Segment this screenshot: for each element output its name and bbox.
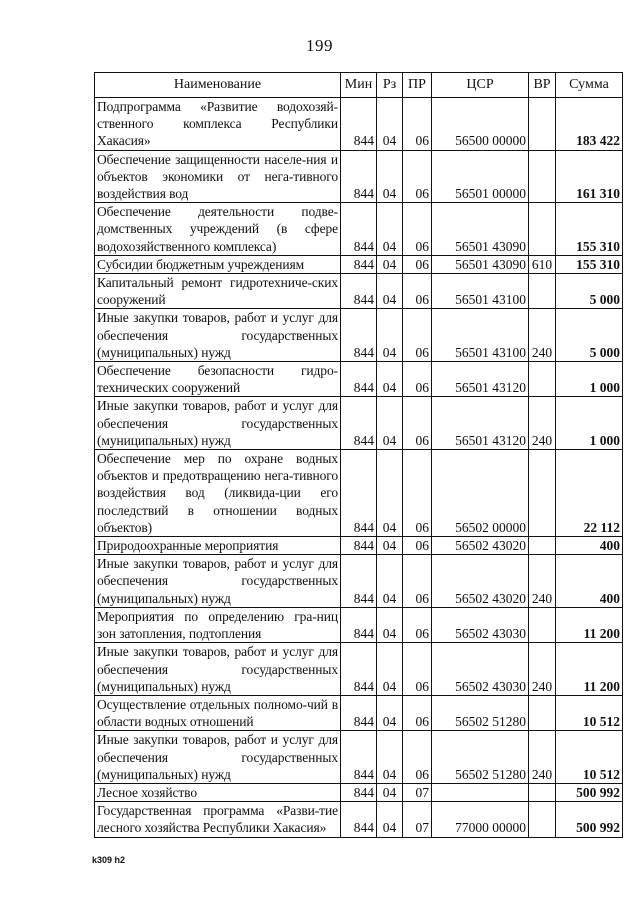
row-pr: 06	[403, 150, 432, 203]
row-pr: 06	[403, 643, 432, 696]
row-sum: 5 000	[556, 274, 623, 309]
row-name: Иные закупки товаров, работ и услуг для обеспечения государственных (муниципальных) нужд	[95, 731, 341, 784]
row-pr: 06	[403, 203, 432, 256]
row-vr	[529, 695, 556, 730]
row-pr: 06	[403, 555, 432, 608]
row-min: 844	[341, 309, 377, 362]
row-pr: 06	[403, 274, 432, 309]
table-row	[95, 362, 623, 397]
row-name: Лесное хозяйство	[95, 783, 341, 801]
table-row	[95, 537, 623, 555]
row-vr	[529, 450, 556, 537]
row-pr: 06	[403, 537, 432, 555]
row-rz: 04	[377, 203, 403, 256]
table-row	[95, 150, 623, 203]
row-name: Иные закупки товаров, работ и услуг для обеспечения государственных (муниципальных) нужд	[95, 555, 341, 608]
row-vr: 240	[529, 309, 556, 362]
row-vr	[529, 607, 556, 642]
row-csr: 56501 43120	[432, 362, 529, 397]
row-name: Государственная программа «Разви-тие лесного хозяйства Республики Хакасия»	[95, 802, 341, 837]
row-name: Природоохранные мероприятия	[95, 537, 341, 555]
row-csr	[432, 783, 529, 801]
header-pr: ПР	[403, 73, 432, 98]
row-min: 844	[341, 537, 377, 555]
budget-table	[94, 72, 623, 838]
row-name: Подпрограмма «Развитие водохозяй-ственного комплекса Республики Хакасия»	[95, 98, 341, 151]
header-min: Мин	[341, 73, 377, 98]
row-sum: 10 512	[556, 731, 623, 784]
row-name: Обеспечение защищенности населе-ния и объектов экономики от нега-тивного воздействия вод	[95, 150, 341, 203]
row-rz: 04	[377, 643, 403, 696]
row-name: Иные закупки товаров, работ и услуг для обеспечения государственных (муниципальных) нужд	[95, 309, 341, 362]
row-name: Осуществление отдельных полномо-чий в области водных отношений	[95, 695, 341, 730]
row-csr: 56501 43100	[432, 274, 529, 309]
row-min: 844	[341, 695, 377, 730]
row-min: 844	[341, 783, 377, 801]
table-row	[95, 309, 623, 362]
row-rz: 04	[377, 255, 403, 273]
row-pr: 06	[403, 607, 432, 642]
row-name: Обеспечение мер по охране водных объектов и предотвращению нега-тивного воздействия вод (ликвида-ции его последствий в отношении водных объектов)	[95, 450, 341, 537]
table-header-row	[95, 73, 623, 98]
table-row	[95, 274, 623, 309]
row-sum: 11 200	[556, 643, 623, 696]
header-sum: Сумма	[556, 73, 623, 98]
row-name: Обеспечение деятельности подве-домственных учреждений (в сфере водохозяйственного комплекса)	[95, 203, 341, 256]
row-vr	[529, 203, 556, 256]
row-min: 844	[341, 362, 377, 397]
row-rz: 04	[377, 607, 403, 642]
row-min: 844	[341, 274, 377, 309]
row-sum: 1 000	[556, 362, 623, 397]
row-vr	[529, 783, 556, 801]
row-csr: 56502 43020	[432, 555, 529, 608]
row-vr: 240	[529, 643, 556, 696]
table-row	[95, 255, 623, 273]
table-row	[95, 802, 623, 837]
row-pr: 06	[403, 695, 432, 730]
row-pr: 06	[403, 397, 432, 450]
row-min: 844	[341, 802, 377, 837]
row-pr: 06	[403, 98, 432, 151]
table-row	[95, 203, 623, 256]
header-vr: ВР	[529, 73, 556, 98]
row-sum: 500 992	[556, 783, 623, 801]
row-pr: 06	[403, 450, 432, 537]
row-rz: 04	[377, 537, 403, 555]
row-min: 844	[341, 450, 377, 537]
row-rz: 04	[377, 731, 403, 784]
row-vr: 240	[529, 731, 556, 784]
row-csr: 56501 43120	[432, 397, 529, 450]
row-rz: 04	[377, 555, 403, 608]
row-csr: 56502 00000	[432, 450, 529, 537]
table-row	[95, 555, 623, 608]
header-name: Наименование	[95, 73, 341, 98]
row-pr: 06	[403, 731, 432, 784]
row-sum: 161 310	[556, 150, 623, 203]
row-pr: 07	[403, 783, 432, 801]
row-name: Иные закупки товаров, работ и услуг для обеспечения государственных (муниципальных) нужд	[95, 643, 341, 696]
row-rz: 04	[377, 450, 403, 537]
row-pr: 06	[403, 309, 432, 362]
row-rz: 04	[377, 783, 403, 801]
row-min: 844	[341, 150, 377, 203]
table-row	[95, 643, 623, 696]
row-rz: 04	[377, 309, 403, 362]
row-rz: 04	[377, 98, 403, 151]
row-csr: 56502 43030	[432, 607, 529, 642]
row-rz: 04	[377, 397, 403, 450]
row-rz: 04	[377, 150, 403, 203]
row-vr: 610	[529, 255, 556, 273]
row-name: Обеспечение безопасности гидро-технических сооружений	[95, 362, 341, 397]
row-sum: 1 000	[556, 397, 623, 450]
header-rz: Рз	[377, 73, 403, 98]
row-min: 844	[341, 255, 377, 273]
row-sum: 400	[556, 537, 623, 555]
row-rz: 04	[377, 802, 403, 837]
row-vr: 240	[529, 555, 556, 608]
row-sum: 5 000	[556, 309, 623, 362]
row-pr: 07	[403, 802, 432, 837]
table-row	[95, 783, 623, 801]
row-csr: 56501 43090	[432, 203, 529, 256]
row-min: 844	[341, 607, 377, 642]
table-row	[95, 731, 623, 784]
row-csr: 56502 43020	[432, 537, 529, 555]
table-row	[95, 98, 623, 151]
row-name: Субсидии бюджетным учреждениям	[95, 255, 341, 273]
row-min: 844	[341, 397, 377, 450]
row-csr: 56501 43090	[432, 255, 529, 273]
row-csr: 56502 51280	[432, 695, 529, 730]
row-sum: 500 992	[556, 802, 623, 837]
row-sum: 155 310	[556, 255, 623, 273]
row-name: Капитальный ремонт гидротехниче-ских сооружений	[95, 274, 341, 309]
row-sum: 11 200	[556, 607, 623, 642]
table-row	[95, 607, 623, 642]
row-min: 844	[341, 98, 377, 151]
footer-code: k309 h2	[92, 855, 126, 865]
row-min: 844	[341, 643, 377, 696]
row-csr: 77000 00000	[432, 802, 529, 837]
row-csr: 56502 43030	[432, 643, 529, 696]
table-body	[95, 98, 623, 838]
row-pr: 06	[403, 362, 432, 397]
row-csr: 56501 00000	[432, 150, 529, 203]
row-sum: 22 112	[556, 450, 623, 537]
row-rz: 04	[377, 362, 403, 397]
row-csr: 56501 43100	[432, 309, 529, 362]
table-row	[95, 397, 623, 450]
row-csr: 56502 51280	[432, 731, 529, 784]
row-sum: 155 310	[556, 203, 623, 256]
row-vr: 240	[529, 397, 556, 450]
row-min: 844	[341, 203, 377, 256]
row-sum: 400	[556, 555, 623, 608]
page-number: 199	[306, 36, 333, 55]
row-min: 844	[341, 731, 377, 784]
row-name: Иные закупки товаров, работ и услуг для обеспечения государственных (муниципальных) нужд	[95, 397, 341, 450]
row-min: 844	[341, 555, 377, 608]
table-row	[95, 695, 623, 730]
row-pr: 06	[403, 255, 432, 273]
row-vr	[529, 537, 556, 555]
table-row	[95, 450, 623, 537]
row-sum: 183 422	[556, 98, 623, 151]
row-vr	[529, 802, 556, 837]
row-vr	[529, 274, 556, 309]
header-csr: ЦСР	[432, 73, 529, 98]
row-vr	[529, 98, 556, 151]
row-rz: 04	[377, 695, 403, 730]
row-sum: 10 512	[556, 695, 623, 730]
row-csr: 56500 00000	[432, 98, 529, 151]
row-rz: 04	[377, 274, 403, 309]
row-vr	[529, 362, 556, 397]
row-name: Мероприятия по определению гра-ниц зон затопления, подтопления	[95, 607, 341, 642]
row-vr	[529, 150, 556, 203]
